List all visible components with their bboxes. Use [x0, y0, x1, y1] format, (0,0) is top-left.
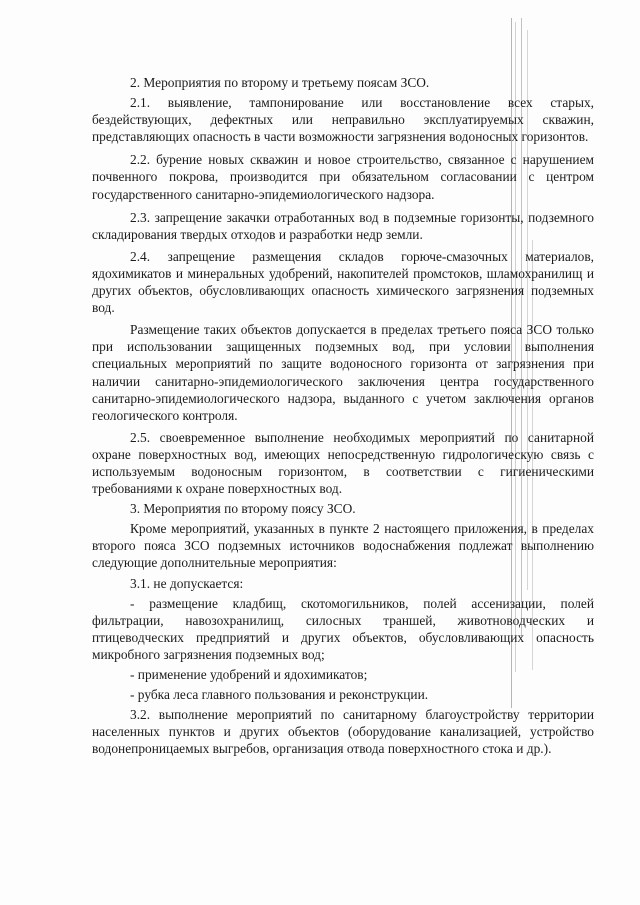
item-3-1-bullet-3: - рубка леса главного пользования и реконструкции. — [130, 687, 429, 703]
item-3-2: 3.2. выполнение мероприятий по санитарному благоустройству территории населенных пунктов и других объектов (оборудование канализацией, устройство водонепроницаемых выгребов, организация отвода поверхностного стока и др.). — [92, 707, 594, 757]
section-3-intro: Кроме мероприятий, указанных в пункте 2 настоящего приложения, в пределах второго пояса ЗСО подземных источников водоснабжения подлежат выполнению следующие дополнительные мероприятия: — [92, 521, 594, 571]
document-body — [92, 74, 594, 757]
section-3-heading: 3. Мероприятия по второму поясу ЗСО. — [130, 501, 356, 517]
item-3-1-bullet-2: - применение удобрений и ядохимикатов; — [130, 667, 368, 682]
item-3-1-bullet-1: - размещение кладбищ, скотомогильников, полей ассенизации, полей фильтрации, навозохранилищ, силосных траншей, животноводческих и птицеводческих предприятий и других объектов, обусловливающих опасность микробного загрязнения подземных вод; — [92, 595, 594, 662]
placement-paragraph: Размещение таких объектов допускается в пределах третьего пояса ЗСО только при использовании защищенных подземных вод, при условии выполнения специальных мероприятий по защите водоносного горизонта от загрязнения при наличии санитарно-эпидемиологического заключения центра государственного санитарно-эпидемиологического надзора, выданного с учетом заключения органов геологического контроля. — [92, 322, 594, 423]
item-3-1: 3.1. не допускается: — [130, 575, 244, 591]
item-2-2: 2.2. бурение новых скважин и новое строительство, связанное с нарушением почвенного покрова, производится при обязательном согласовании с центром государственного санитарно-эпидемиологического надзора. — [92, 152, 594, 202]
item-2-3: 2.3. запрещение закачки отработанных вод в подземные горизонты, подземного складирования твердых отходов и разработки недр земли. — [92, 209, 594, 242]
item-2-1: 2.1. выявление, тампонирование или восстановление всех старых, бездействующих, дефектных или неправильно эксплуатируемых скважин, представляющих опасность в части возможности загрязнения водоносных горизонтов. — [92, 95, 594, 145]
item-2-4: 2.4. запрещение размещения складов горюче-смазочных материалов, ядохимикатов и минеральных удобрений, накопителей промстоков, шламохранилищ и других объектов, обусловливающих опасность химического загрязнения подземных вод. — [92, 248, 594, 316]
section-2-heading: 2. Мероприятия по второму и третьему поясам ЗСО. — [130, 75, 430, 90]
item-2-5: 2.5. своевременное выполнение необходимых мероприятий по санитарной охране поверхностных вод, имеющих непосредственную гидрологическую связь с используемым водоносным горизонтом, в соответствии с гигиеническими требованиями к охране поверхностных вод. — [92, 429, 594, 497]
